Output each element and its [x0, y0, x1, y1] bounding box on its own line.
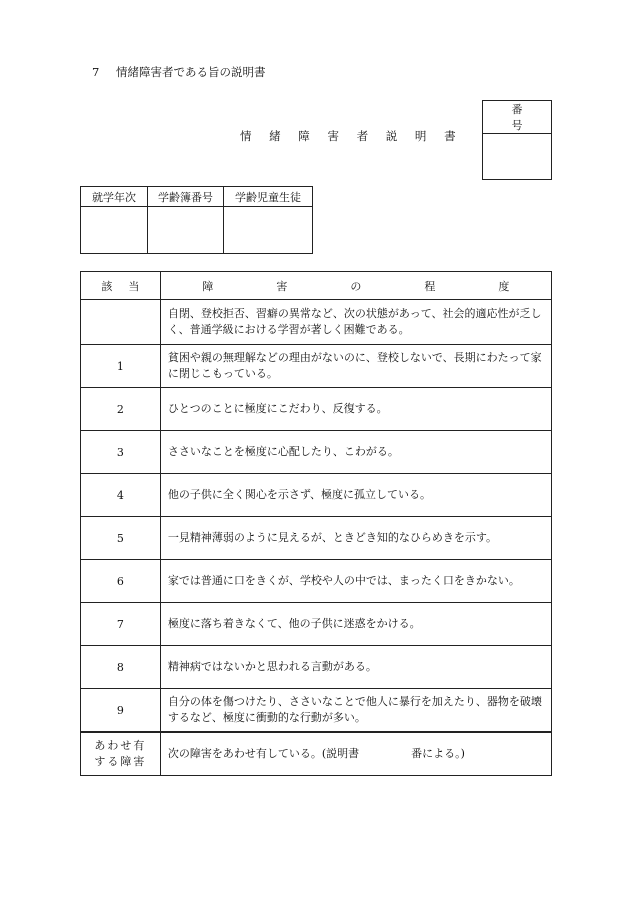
school-header-student: 学齢児童生徒: [224, 187, 313, 207]
item-number[interactable]: 6: [81, 560, 161, 603]
number-box: [482, 100, 552, 180]
table-row: [81, 345, 552, 388]
number-box-value[interactable]: [483, 134, 552, 180]
table-row: [81, 517, 552, 560]
intro-checkbox-cell[interactable]: [81, 300, 161, 345]
disability-degree-table: [80, 271, 552, 776]
school-header-year: 就学年次: [81, 187, 148, 207]
intro-text: 自閉、登校拒否、習癖の異常など、次の状態があって、社会的適応性が乏しく、普通学級における学習が著しく困難である。: [160, 300, 551, 345]
item-number[interactable]: 7: [81, 603, 161, 646]
footer-label: あわせ有 する障害: [81, 732, 161, 776]
item-number[interactable]: 8: [81, 646, 161, 689]
school-value-register-number[interactable]: [148, 207, 224, 254]
item-number[interactable]: 4: [81, 474, 161, 517]
table-row: [81, 603, 552, 646]
item-text: 極度に落ち着きなくて、他の子供に迷惑をかける。: [160, 603, 551, 646]
item-text: 他の子供に全く関心を示さず、極度に孤立している。: [160, 474, 551, 517]
school-info-table: [80, 186, 313, 254]
school-value-student[interactable]: [224, 207, 313, 254]
item-text: ひとつのことに極度にこだわり、反復する。: [160, 388, 551, 431]
item-text: ささいなことを極度に心配したり、こわがる。: [160, 431, 551, 474]
table-row: [81, 388, 552, 431]
table-row: [81, 431, 552, 474]
section-number: 7: [92, 65, 100, 79]
item-number[interactable]: 5: [81, 517, 161, 560]
item-text: 一見精神薄弱のように見えるが、ときどき知的なひらめきを示す。: [160, 517, 551, 560]
footer-row: [81, 732, 552, 776]
item-text: 貧困や親の無理解などの理由がないのに、登校しないで、長期にわたって家に閉じこもっている。: [160, 345, 551, 388]
section-heading: [92, 64, 266, 80]
header-applicable: 該当: [81, 272, 161, 300]
table-row: [81, 474, 552, 517]
header-degree: 障 害 の 程 度: [160, 272, 551, 300]
table-row: [81, 689, 552, 733]
item-text: 自分の体を傷つけたり、ささいなことで他人に暴行を加えたり、器物を破壊するなど、極度に衝動的な行動が多い。: [160, 689, 551, 733]
school-header-register-number: 学齢簿番号: [148, 187, 224, 207]
item-number[interactable]: 9: [81, 689, 161, 733]
number-box-label: 番 号: [483, 101, 552, 134]
item-number[interactable]: 1: [81, 345, 161, 388]
item-text: 精神病ではないかと思われる言動がある。: [160, 646, 551, 689]
table-row: [81, 646, 552, 689]
school-value-year[interactable]: [81, 207, 148, 254]
document-title: 情 緒 障 害 者 説 明 書: [240, 129, 463, 143]
table-row: [81, 560, 552, 603]
item-text: 家では普通に口をきくが、学校や人の中では、まったく口をきかない。: [160, 560, 551, 603]
item-number[interactable]: 3: [81, 431, 161, 474]
item-number[interactable]: 2: [81, 388, 161, 431]
footer-text[interactable]: 次の障害をあわせ有している。(説明書 番による。): [160, 732, 551, 776]
section-title: 情緒障害者である旨の説明書: [116, 65, 266, 79]
